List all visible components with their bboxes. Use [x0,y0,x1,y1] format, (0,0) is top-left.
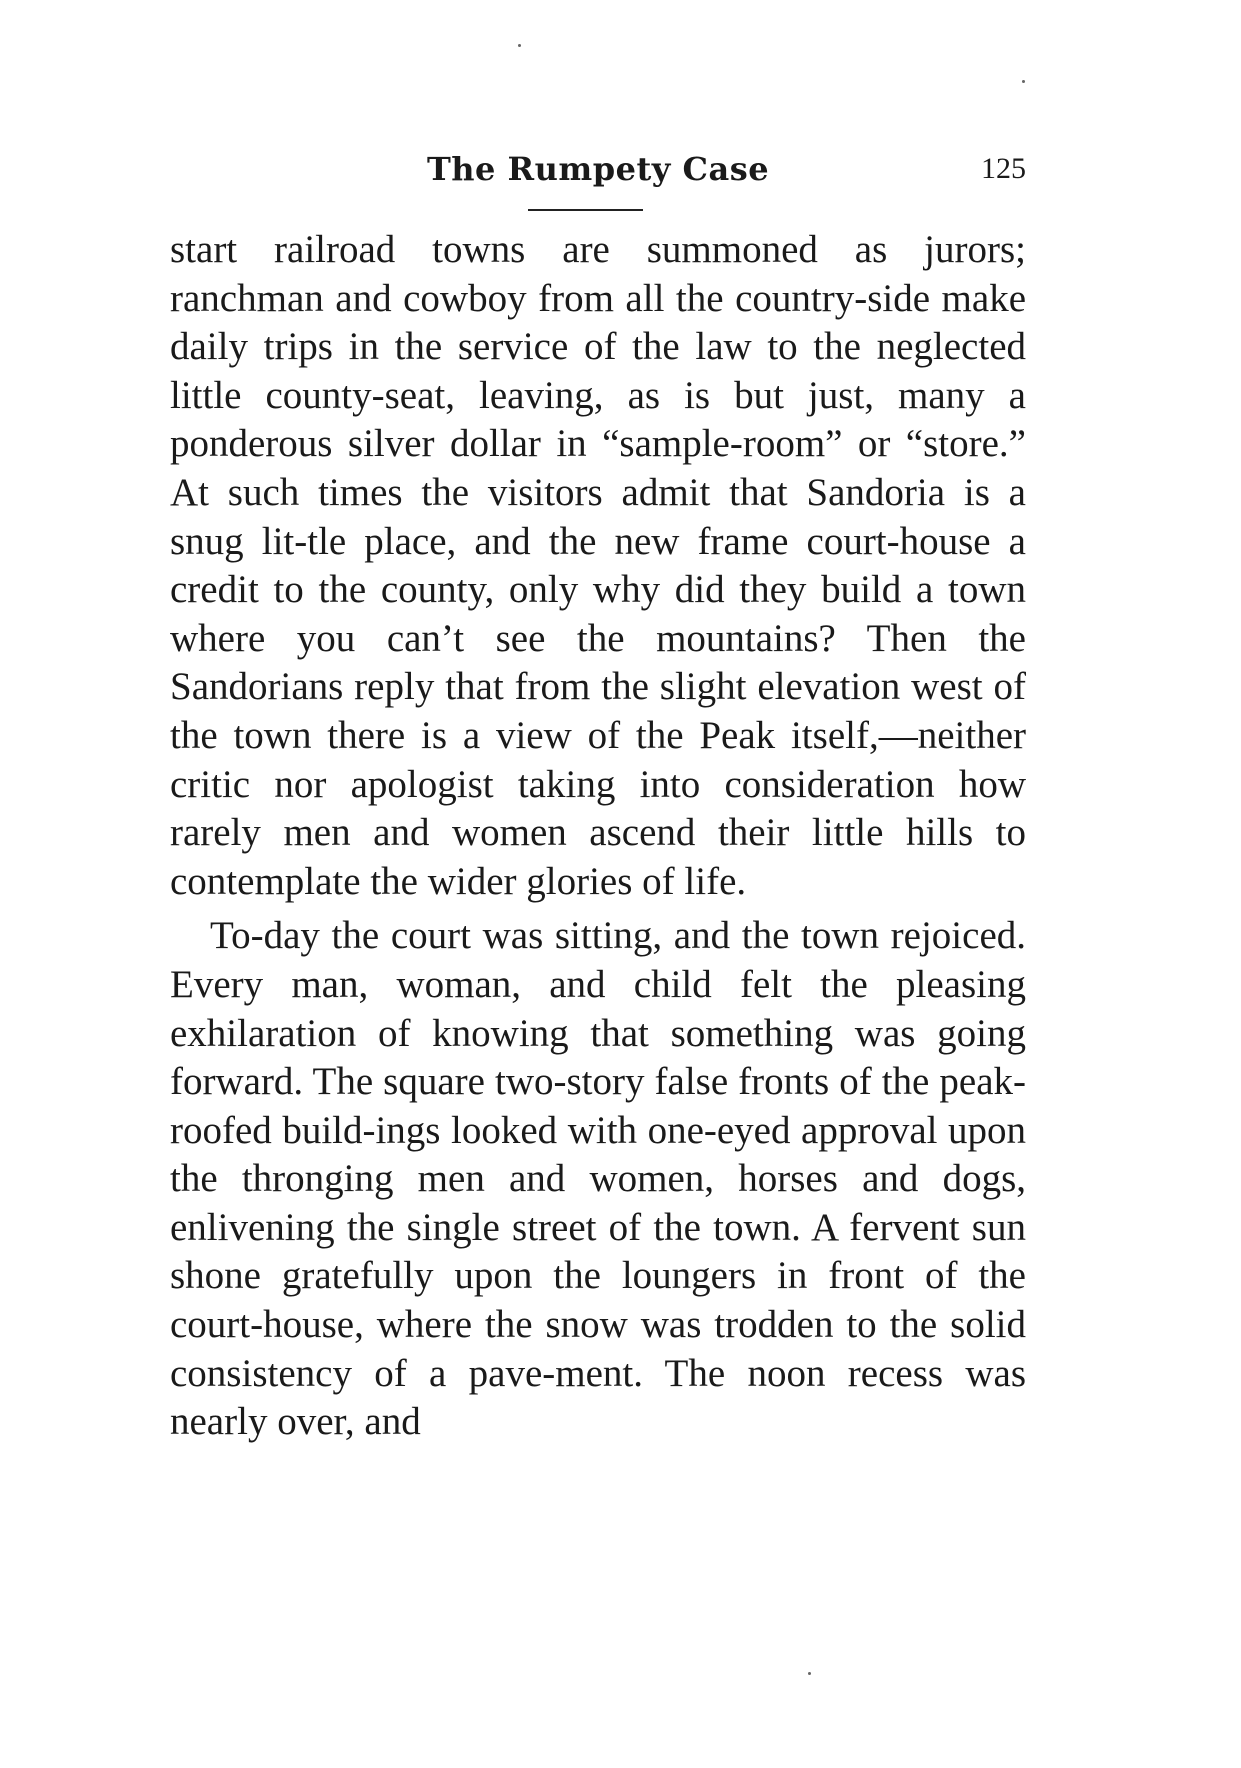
header-rule [528,209,643,211]
paper-speck [1022,80,1025,83]
running-head [170,150,1026,200]
paragraph: start railroad towns are summoned as jurors; ranchman and cowboy from all the country-side make daily trips in the service of the law to the neglected little county-seat, leaving, as is but just, many a ponderous silver dollar in “sample-room” or “store.” At such times the visitors admit that Sandoria is a snug lit-tle place, and the new frame court-house a credit to the county, only why did they build a town where you can’t see the mountains? Then the Sandorians reply that from the slight elevation west of the town there is a view of the Peak itself,—neither critic nor apologist taking into consideration how rarely men and women ascend their little hills to contemplate the wider glories of life. [170,228,1026,903]
paper-speck [808,1672,811,1675]
paragraph: To-day the court was sitting, and the town rejoiced. Every man, woman, and child felt the pleasing exhilaration of knowing that something was going forward. The square two-story false fronts of the peak-roofed build-ings looked with one-eyed approval upon the thronging men and women, horses and dogs, enlivening the single street of the town. A fervent sun shone gratefully upon the loungers in front of the court-house, where the snow was trodden to the solid consistency of a pave-ment. The noon recess was nearly over, and [170,914,1026,1444]
body-text [170,226,1026,1447]
running-title: The Rumpety Case [426,150,770,188]
page-number: 125 [981,152,1026,185]
paper-speck [518,44,521,47]
